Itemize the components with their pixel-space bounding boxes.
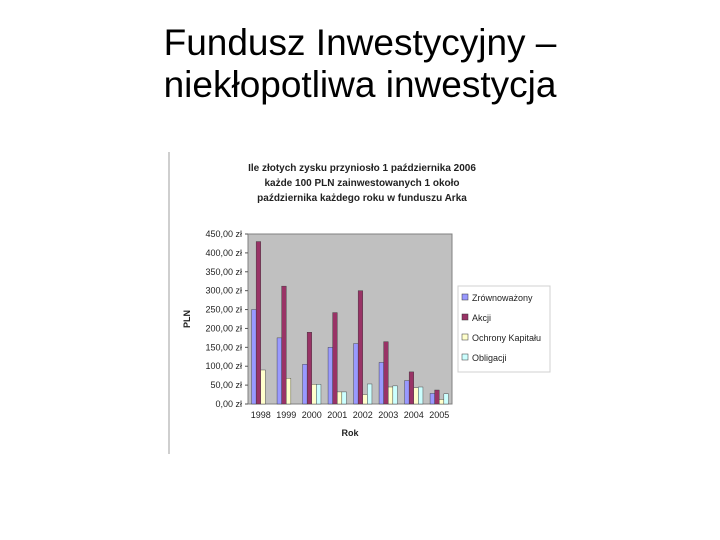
bar-Akcji-2004 [409,372,414,404]
x-tick-label: 2000 [301,410,322,420]
bar-Ochrony Kapitału-2003 [388,387,393,404]
bar-Akcji-2001 [333,313,338,404]
chart-title-line-3: października każdego roku w funduszu Arka [257,193,467,204]
bar-Zrównoważony-2004 [405,381,410,404]
bar-Zrównoważony-1999 [277,338,282,404]
x-tick-label: 2003 [378,410,399,420]
y-tick-label: 450,00 zł [205,229,242,239]
bar-Ochrony Kapitału-2001 [337,392,342,404]
x-tick-label: 2004 [403,410,424,420]
bar-Akcji-2000 [307,332,312,404]
x-tick-label: 2002 [352,410,373,420]
y-tick-label: 250,00 zł [205,304,242,315]
bar-Ochrony Kapitału-2005 [439,399,444,404]
bar-Zrównoważony-1998 [252,310,257,404]
bar-Ochrony Kapitału-1998 [261,370,266,404]
x-tick-label: 1998 [250,410,271,420]
bar-Akcji-2005 [435,390,440,404]
bar-Akcji-2002 [358,291,363,404]
y-tick-label: 150,00 zł [205,342,242,353]
bar-Obligacji-2000 [316,384,321,404]
x-tick-label: 2005 [429,410,450,420]
bar-Zrównoważony-2001 [328,347,333,404]
slide-title-line2: niekłopotliwa inwestycja [163,64,557,105]
bar-Obligacji-2001 [342,392,347,404]
x-tick-label: 1999 [276,410,297,420]
bar-Obligacji-2002 [367,384,372,404]
y-tick-label: 300,00 zł [205,285,242,296]
legend-swatch-Zrównoważony [462,294,468,300]
y-tick-label: 100,00 zł [205,361,242,372]
slide-title [0,22,720,106]
bar-Zrównoważony-2003 [379,362,384,404]
legend-label-Zrównoważony: Zrównoważony [472,293,533,303]
y-tick-label: 400,00 zł [205,247,242,258]
x-axis-label: Rok [341,428,359,438]
y-tick-label: 350,00 zł [205,266,242,277]
bar-Ochrony Kapitału-2004 [414,388,419,404]
bar-Ochrony Kapitału-2002 [363,395,368,404]
y-tick-label: 200,00 zł [205,323,242,334]
y-tick-label: 50,00 zł [210,380,242,391]
chart-svg [170,152,555,454]
legend-label-Ochrony Kapitału: Ochrony Kapitału [472,333,542,343]
chart [168,152,555,454]
bar-Ochrony Kapitału-1999 [286,378,291,404]
chart-title-line-2: każde 100 PLN zainwestowanych 1 około [264,178,460,189]
bar-Akcji-2003 [384,342,389,404]
bar-Zrównoważony-2002 [354,344,359,404]
bar-Akcji-1998 [256,242,261,404]
y-axis-label: PLN [182,310,192,328]
chart-title-line-1: Ile złotych zysku przyniosło 1 października 2006 [248,163,476,174]
legend-label-Obligacji: Obligacji [472,353,507,363]
bar-Zrównoważony-2005 [430,393,435,404]
legend-swatch-Akcji [462,314,468,320]
bar-Ochrony Kapitału-2000 [312,384,317,404]
bar-Akcji-1999 [282,286,287,404]
legend-swatch-Obligacji [462,354,468,360]
bar-Zrównoważony-2000 [303,364,308,404]
bar-Obligacji-2003 [393,386,398,404]
y-tick-label: 0,00 zł [215,399,242,409]
slide-title-line1: Fundusz Inwestycyjny – [163,22,557,63]
bar-Obligacji-2005 [444,394,449,404]
bar-Obligacji-2004 [418,387,423,404]
legend-swatch-Ochrony Kapitału [462,334,468,340]
legend-label-Akcji: Akcji [472,313,492,323]
x-tick-label: 2001 [327,410,348,420]
